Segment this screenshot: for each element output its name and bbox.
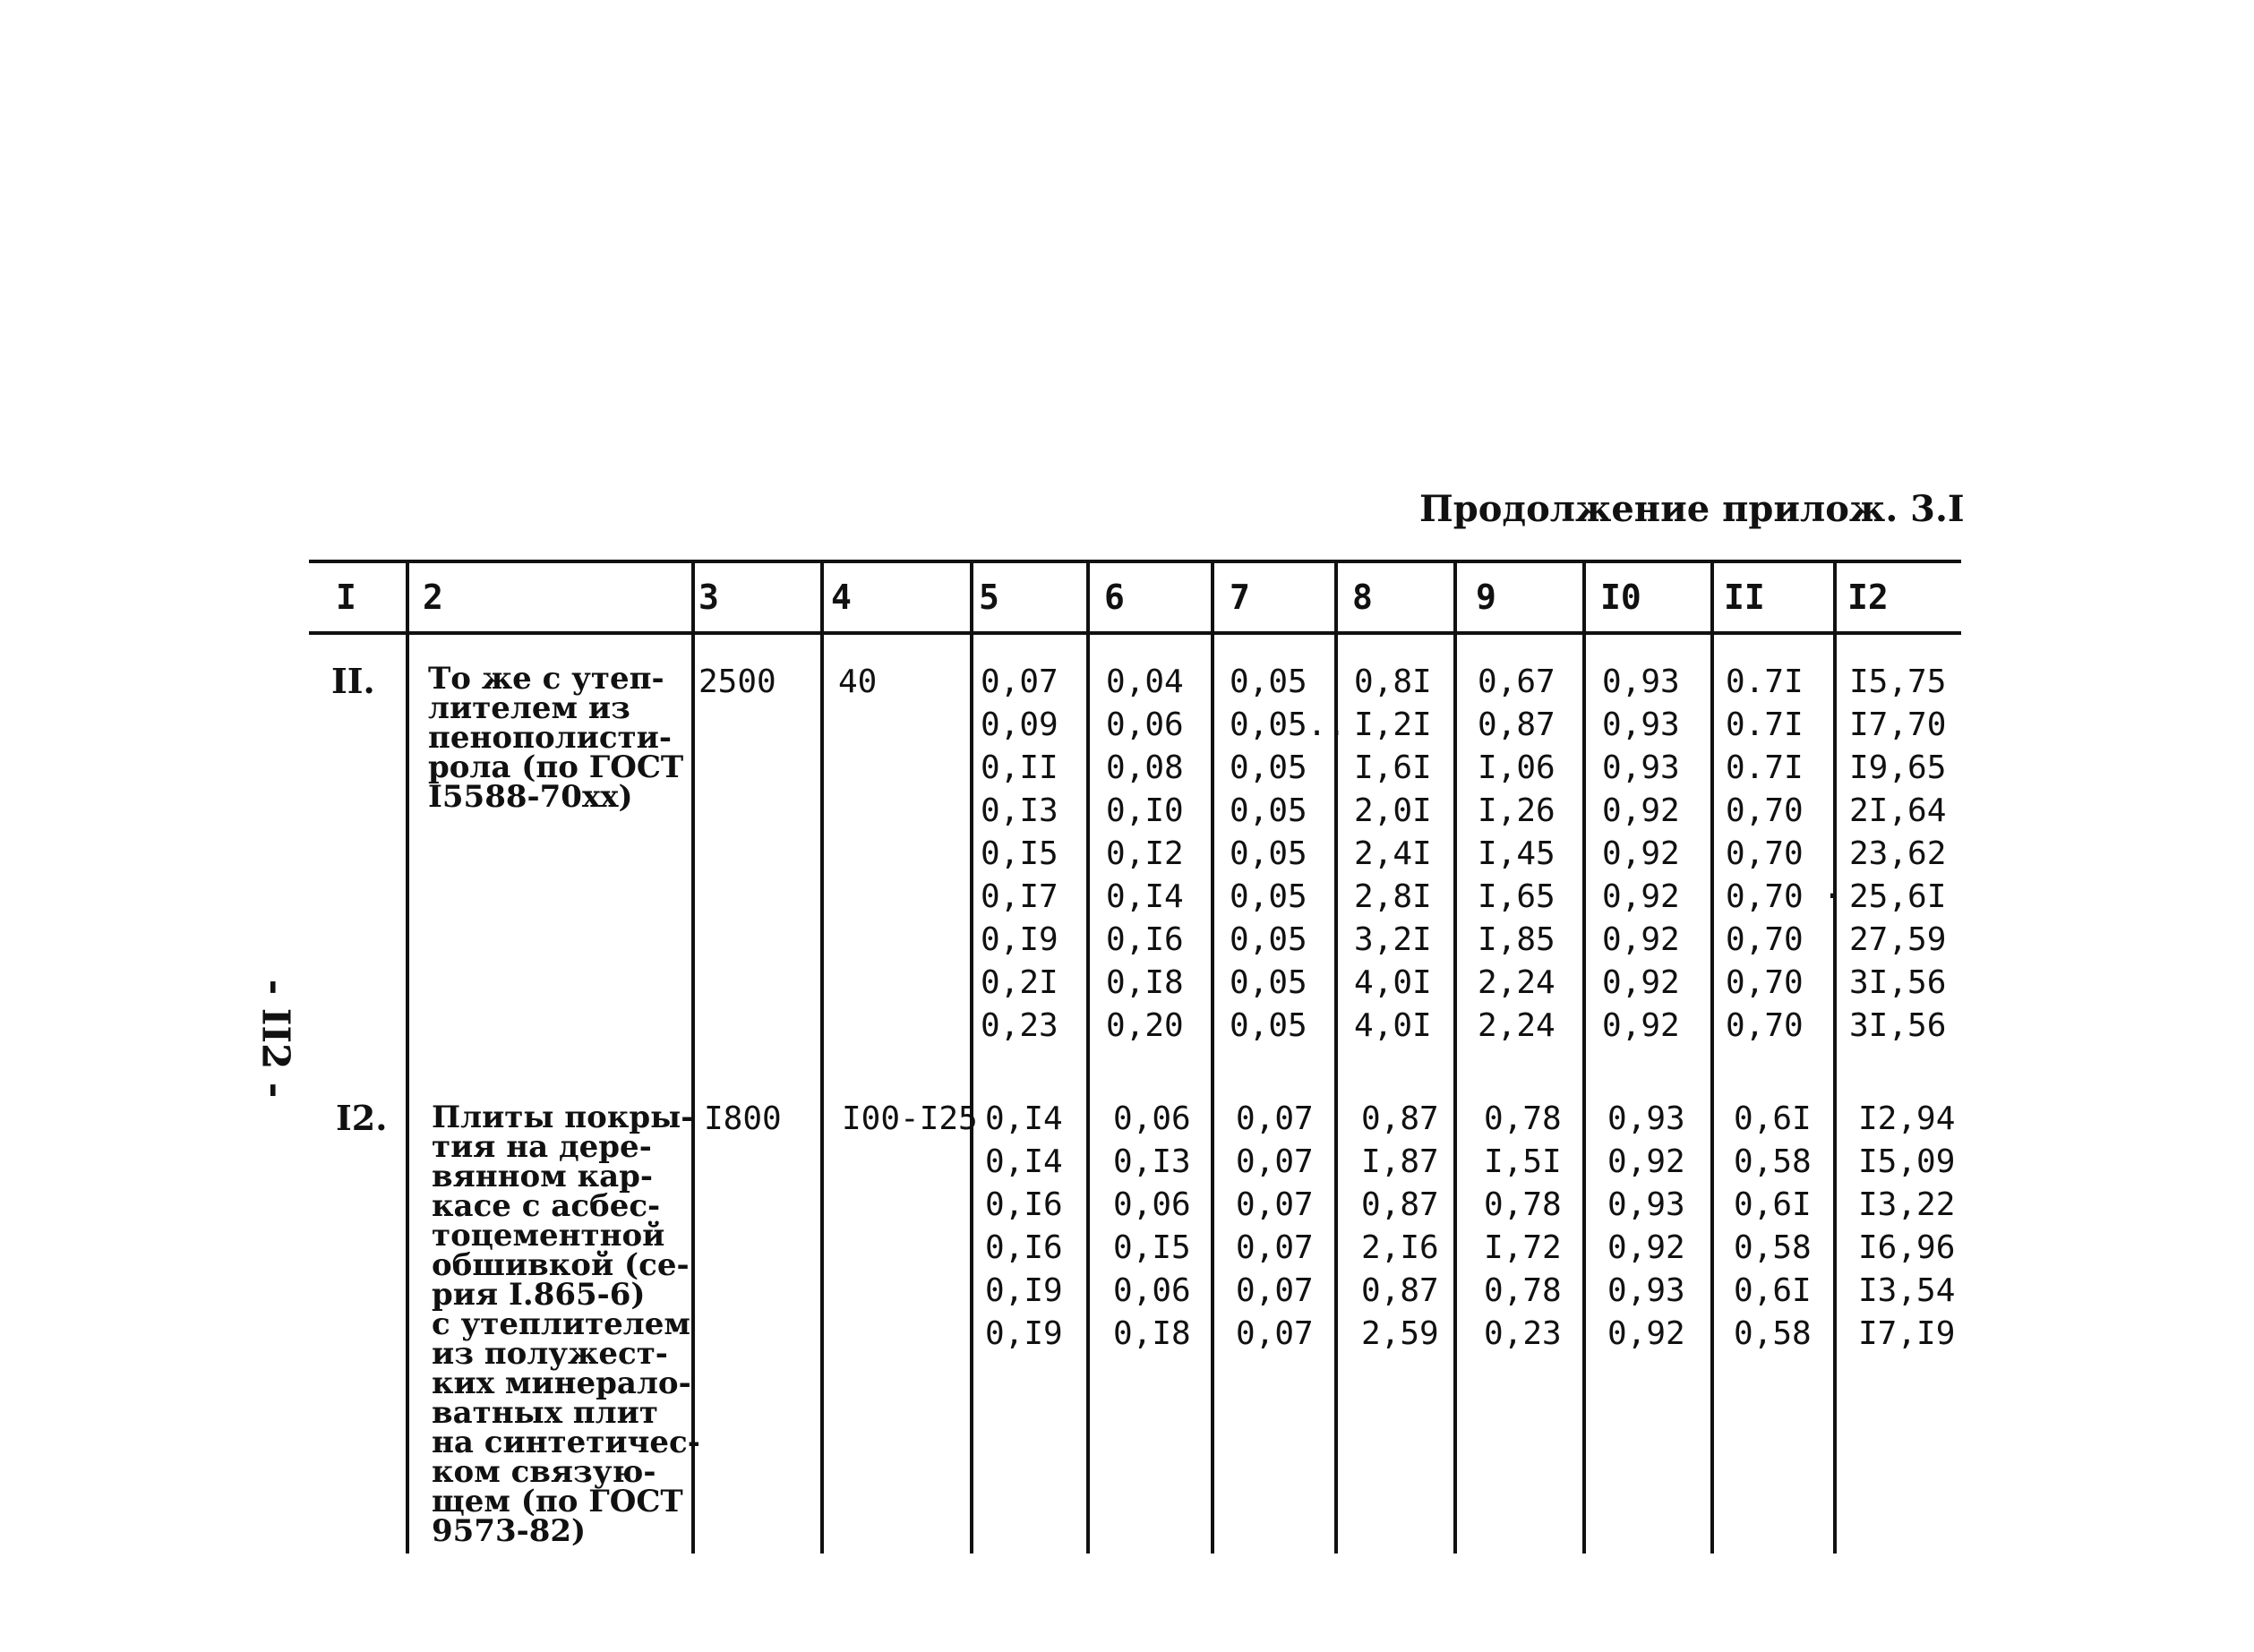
header-cell: 3 [698,578,719,617]
table-cell: 0,67 [1478,663,1556,700]
table-cell: I,72 [1484,1229,1562,1266]
table-cell: 0,20 [1106,1007,1184,1044]
column-values [981,661,1058,1048]
table-cell: 0,92 [1602,964,1680,1001]
table-cell: 0,08 [1106,749,1184,786]
table-cell: 0,78 [1484,1100,1562,1137]
header-cell: 7 [1230,578,1250,617]
table-cell: I,26 [1478,792,1556,829]
table-cell: 0,6I [1734,1100,1812,1137]
table-cell: 0,93 [1602,749,1680,786]
table-cell: 0,I6 [985,1186,1063,1223]
table-cell: 0,I6 [1106,921,1184,958]
header-cell: 5 [979,578,999,617]
table-cell: 2,I6 [1361,1229,1439,1266]
table-cell: 0,87 [1361,1186,1439,1223]
table-cell: 27,59 [1849,921,1947,958]
table-cell: 0,87 [1361,1272,1439,1309]
table-cell: 0,06 [1113,1100,1191,1137]
table-cell: 0,78 [1484,1272,1562,1309]
table-cell: I,2I [1354,706,1432,743]
table-cell: I,45 [1478,835,1556,872]
table-cell: 0,93 [1602,663,1680,700]
row-description: Плиты покры- тия на дере- вянном кар- касе с асбес- тоцементной обшивкой (се- рия I.865-6) с утеплителем из полужест- ких минерало- ватных плит на синтетичес- ком связую- щем (по ГОСТ 9573-82) [432,1100,700,1549]
table-cell: 0,I9 [985,1315,1063,1352]
table-cell: 0,07 [1236,1272,1314,1309]
table-cell: 0,93 [1607,1186,1685,1223]
table-cell: 0,I3 [981,792,1058,829]
table-cell: 0,I4 [1106,878,1184,915]
table-cell: 0,6I [1734,1272,1812,1309]
table-cell: I,5I [1484,1143,1562,1180]
table-cell: 3,2I [1354,921,1432,958]
column-values [1113,1098,1191,1356]
density-value: 2500 [698,663,776,700]
table-cell: 4,0I [1354,964,1432,1001]
table-cell: 2,24 [1478,1007,1556,1044]
table-cell: 0,II [981,749,1058,786]
column-values [985,1098,1063,1356]
column-divider [1710,560,1714,1554]
table-cell: 0,07 [1236,1186,1314,1223]
table-cell: I2,94 [1858,1100,1956,1137]
table-cell: 0,I0 [1106,792,1184,829]
table-cell: 0,05 [1230,792,1307,829]
header-cell: II [1724,578,1765,617]
column-values [1354,661,1432,1048]
table-cell: 0,78 [1484,1186,1562,1223]
thickness-value: I00-I25 [842,1100,978,1137]
table-cell: 0,I8 [1106,964,1184,1001]
table-cell: 2,24 [1478,964,1556,1001]
table-cell: 0,I4 [985,1143,1063,1180]
table-cell: 0,06 [1113,1272,1191,1309]
column-divider [1453,560,1457,1554]
table-cell: 0,I7 [981,878,1058,915]
table-cell: 0,92 [1602,921,1680,958]
table-cell: I,65 [1478,878,1556,915]
column-values [1478,661,1556,1048]
table-cell: 0,87 [1361,1100,1439,1137]
table-cell: 0,07 [1236,1229,1314,1266]
column-values [1607,1098,1685,1356]
table-cell: 0,92 [1602,792,1680,829]
column-values [1602,661,1680,1048]
column-values [1849,661,1946,1048]
table-cell: I5,09 [1858,1143,1956,1180]
table-cell: 2,4I [1354,835,1432,872]
table-cell: 0,05 [1230,878,1307,915]
table-cell: 0,93 [1607,1100,1685,1137]
table-cell: I7,I9 [1858,1315,1956,1352]
table-cell: 0,09 [981,706,1058,743]
header-cell: 8 [1352,578,1373,617]
table-cell: 0,70 [1726,921,1804,958]
table-cell: 0,58 [1734,1229,1812,1266]
table-cell: I6,96 [1858,1229,1956,1266]
table-cell: 0,92 [1607,1229,1685,1266]
row-description: То же с утеп- лителем из пенополисти- рола (по ГОСТ I5588-70xx) [428,661,684,815]
table-cell: 0,I6 [985,1229,1063,1266]
table-cell: 0,I3 [1113,1143,1191,1180]
table-cell: 0,I4 [985,1100,1063,1137]
table-cell: 0,70 [1726,1007,1804,1044]
table-cell: 0,92 [1607,1315,1685,1352]
table-cell: 23,62 [1849,835,1947,872]
table-cell: 0,05 [1230,964,1307,1001]
table-cell: 0,70 [1726,835,1804,872]
table-cell: 2,59 [1361,1315,1439,1352]
table-cell: 3I,56 [1849,964,1947,1001]
table-cell: 0,05 [1230,749,1307,786]
header-cell: I [336,578,356,617]
table-cell: 0,70 [1726,964,1804,1001]
column-values [1734,1098,1812,1356]
table-cell: 0,05 [1230,663,1307,700]
table-cell: 0,05 [1230,835,1307,872]
table-cell: 0,92 [1602,835,1680,872]
table-cell: 0,23 [981,1007,1058,1044]
table-cell: 0,23 [1484,1315,1562,1352]
table-cell: 0,I9 [981,921,1058,958]
table-cell: I5,75 [1849,663,1947,700]
table-cell: 0,05.. [1230,706,1347,743]
column-divider [1086,560,1090,1554]
column-values [1484,1098,1562,1356]
table-cell: 0,I2 [1106,835,1184,872]
column-values [1106,661,1184,1048]
table-cell: I3,54 [1858,1272,1956,1309]
column-values [1726,661,1842,1048]
density-value: I800 [704,1100,782,1137]
table-cell: 0,07 [1236,1315,1314,1352]
table-cell: 0,I9 [985,1272,1063,1309]
table-cell: 0,8I [1354,663,1432,700]
table-cell: 2I,64 [1849,792,1947,829]
header-cell: I2 [1847,578,1889,617]
table-cell: 0,05 [1230,921,1307,958]
header-cell: 9 [1476,578,1496,617]
header-cell: I0 [1600,578,1641,617]
table-cell: I3,22 [1858,1186,1956,1223]
table-cell: 0,70 [1726,792,1804,829]
table-cell: 0,87 [1478,706,1556,743]
column-divider [1582,560,1586,1554]
table-cell: 0.7I [1726,749,1804,786]
table-cell: 0,I5 [981,835,1058,872]
table-caption: Продолжение прилож. 3.I [1419,488,1965,530]
column-divider [406,560,409,1554]
table-cell: 0,I8 [1113,1315,1191,1352]
table-cell: 4,0I [1354,1007,1432,1044]
table-cell: 0,06 [1106,706,1184,743]
table-cell: 0,70 · [1726,878,1843,915]
table-cell: 0,93 [1602,706,1680,743]
table-cell: 0.7I [1726,706,1804,743]
column-divider [970,560,973,1554]
table-cell: 2,8I [1354,878,1432,915]
table-cell: 0,58 [1734,1143,1812,1180]
table-cell: 0,58 [1734,1315,1812,1352]
table-cell: 0,I5 [1113,1229,1191,1266]
header-cell: 2 [423,578,443,617]
header-cell: 6 [1104,578,1125,617]
table-cell: I,06 [1478,749,1556,786]
column-divider [820,560,824,1554]
table-cell: 0,06 [1113,1186,1191,1223]
table-cell: I9,65 [1849,749,1947,786]
table-cell: 0,05 [1230,1007,1307,1044]
page-number: - II2 - [253,979,298,1099]
column-divider [1211,560,1214,1554]
header-cell: 4 [831,578,852,617]
table-cell: 25,6I [1849,878,1947,915]
table-cell: 0,93 [1607,1272,1685,1309]
table-cell: I,85 [1478,921,1556,958]
table-cell: 0,07 [981,663,1058,700]
table-cell: 0,6I [1734,1186,1812,1223]
table-cell: I,6I [1354,749,1432,786]
table-cell: 2,0I [1354,792,1432,829]
column-values [1230,661,1346,1048]
thickness-value: 40 [838,663,878,700]
column-values [1361,1098,1439,1356]
row-number: I2. [336,1098,388,1138]
table-cell: 0,07 [1236,1143,1314,1180]
table-cell: 0.7I [1726,663,1804,700]
table-cell: 0,92 [1602,878,1680,915]
table-cell: 0,07 [1236,1100,1314,1137]
column-values [1236,1098,1314,1356]
table-cell: I7,70 [1849,706,1947,743]
table-cell: 3I,56 [1849,1007,1947,1044]
table-cell: 0,92 [1607,1143,1685,1180]
table-cell: 0,92 [1602,1007,1680,1044]
table-cell: I,87 [1361,1143,1439,1180]
table-cell: 0,04 [1106,663,1184,700]
column-values [1858,1098,1955,1356]
table-cell: 0,2I [981,964,1058,1001]
row-number: II. [331,661,375,701]
